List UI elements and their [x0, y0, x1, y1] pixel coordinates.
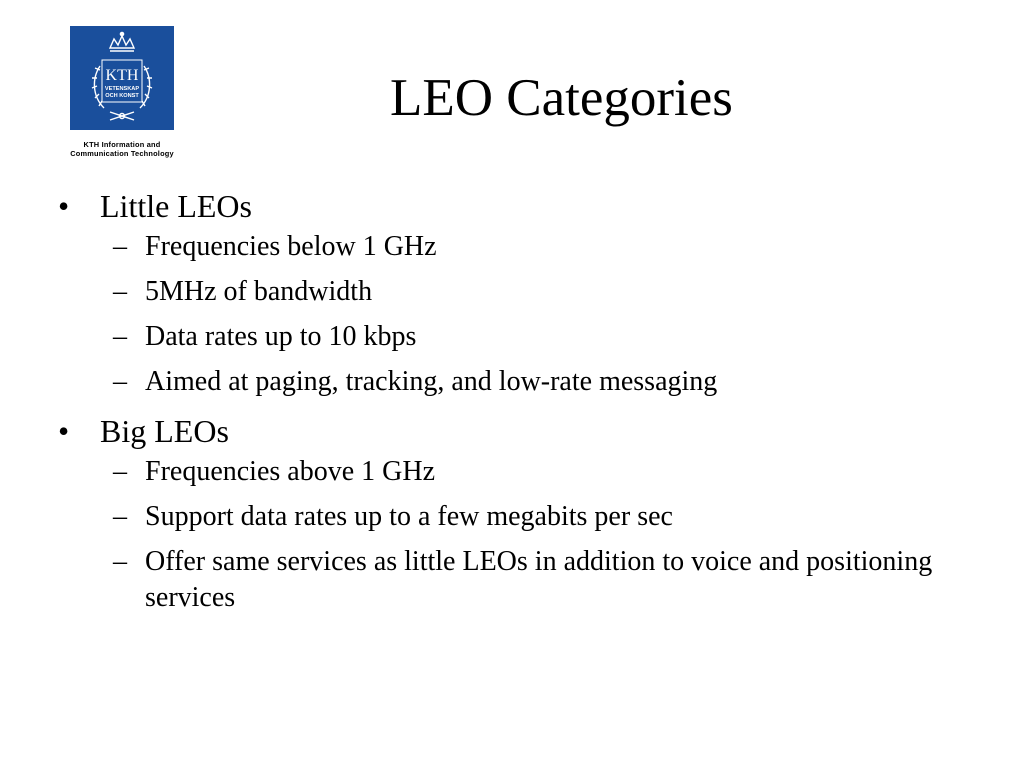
dash-marker: – [113, 501, 127, 532]
sub-bullet-text: Data rates up to 10 kbps [145, 321, 417, 352]
sub-bullet-text: Support data rates up to a few megabits per sec [145, 501, 673, 532]
kth-motto-line1: VETENSKAP [104, 86, 140, 92]
bullet-list [58, 184, 988, 625]
sublist-big-leos [58, 454, 988, 616]
sub-bullet-text: Frequencies below 1 GHz [145, 231, 437, 262]
bullet-marker: • [58, 188, 70, 224]
logo-caption [52, 140, 192, 158]
sub-bullet [58, 454, 988, 490]
logo-caption-line2: Communication Technology [70, 149, 174, 158]
slide-title: LEO Categories [390, 69, 733, 127]
dash-marker: – [113, 546, 127, 577]
sub-bullet [58, 274, 988, 310]
dash-marker: – [113, 276, 127, 307]
kth-emblem [70, 26, 174, 130]
crown-emblem-icon [70, 26, 174, 130]
kth-motto-line2: OCH KONST [105, 93, 139, 99]
dash-marker: – [113, 231, 127, 262]
logo-caption-line1: KTH Information and [83, 140, 161, 149]
sub-bullet [58, 319, 988, 355]
sub-bullet [58, 229, 988, 265]
sublist-little-leos [58, 229, 988, 400]
bullet-label: Big LEOs [100, 413, 229, 449]
sub-bullet [58, 544, 988, 616]
dash-marker: – [113, 456, 127, 487]
kth-logo [52, 26, 192, 160]
bullet-big-leos [58, 409, 988, 453]
bullet-marker: • [58, 413, 70, 449]
kth-wordmark: KTH [105, 67, 139, 84]
sub-bullet-text: 5MHz of bandwidth [145, 276, 373, 307]
dash-marker: – [113, 366, 127, 397]
bullet-label: Little LEOs [100, 188, 252, 224]
sub-bullet-text: Aimed at paging, tracking, and low-rate messaging [145, 366, 718, 397]
sub-bullet [58, 499, 988, 535]
sub-bullet [58, 364, 988, 400]
sub-bullet-text: Offer same services as little LEOs in addition to voice and positioning services [145, 546, 933, 613]
sub-bullet-text: Frequencies above 1 GHz [145, 456, 436, 487]
bullet-little-leos [58, 184, 988, 228]
dash-marker: – [113, 321, 127, 352]
